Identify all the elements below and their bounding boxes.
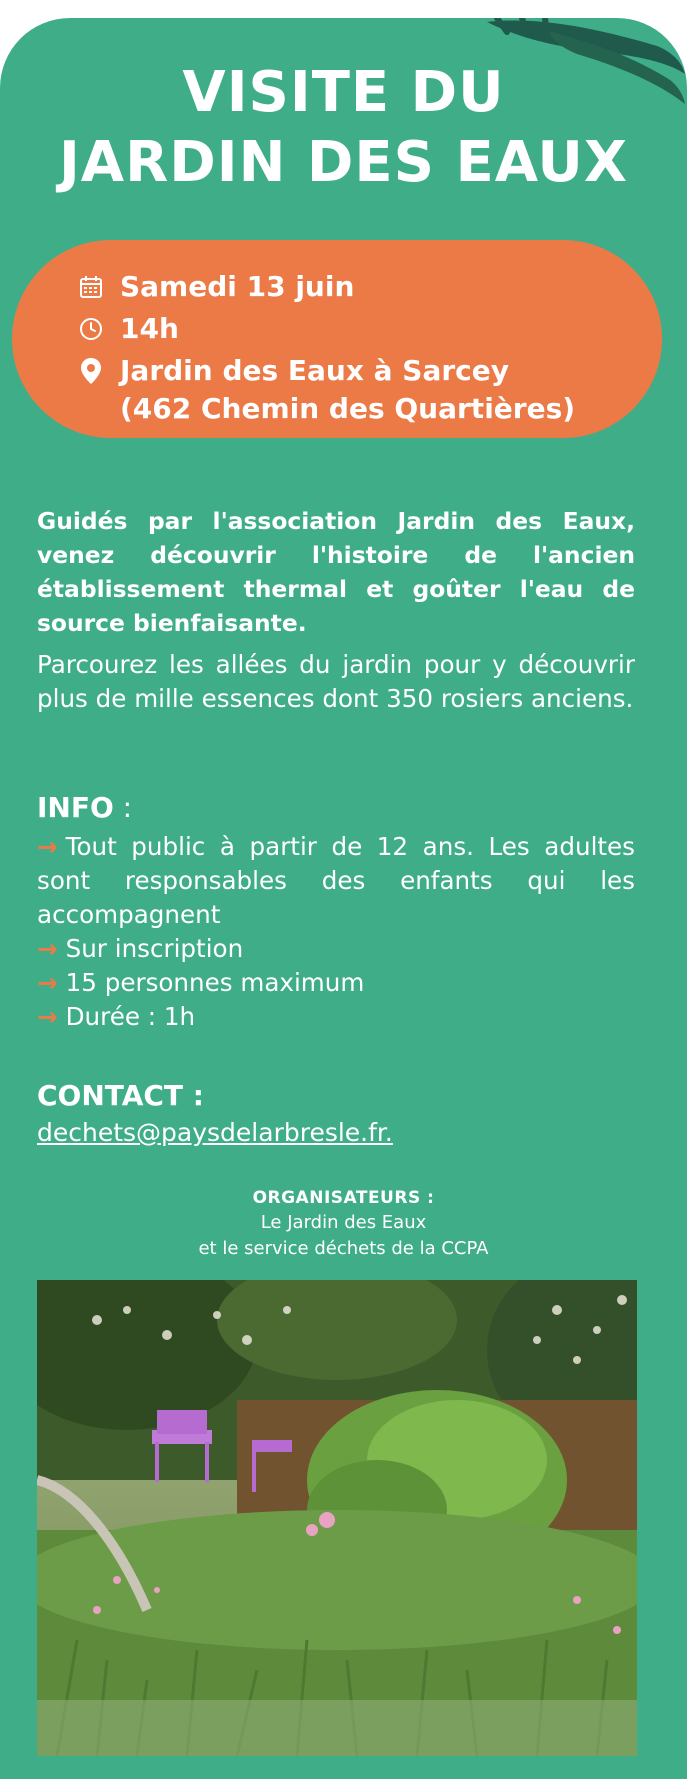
list-item bbox=[37, 966, 635, 1000]
arrow-right-icon: → bbox=[37, 832, 58, 861]
event-time-text: 14h bbox=[120, 312, 179, 345]
list-item bbox=[37, 932, 635, 966]
organisers-block bbox=[0, 1186, 687, 1262]
organisers-line-2: et le service déchets de la CCPA bbox=[198, 1238, 489, 1259]
arrow-right-icon: → bbox=[37, 1002, 58, 1031]
garden-photo bbox=[37, 1280, 637, 1756]
flyer-card bbox=[0, 18, 687, 1779]
info-heading bbox=[37, 790, 132, 826]
organisers-heading: ORGANISATEURS : bbox=[252, 1188, 435, 1208]
calendar-icon bbox=[76, 268, 106, 306]
list-item bbox=[37, 1000, 635, 1034]
location-line-1: Jardin des Eaux à Sarcey bbox=[120, 354, 510, 387]
list-item bbox=[37, 830, 635, 932]
event-date-text: Samedi 13 juin bbox=[120, 270, 355, 303]
list-item-text: 15 personnes maximum bbox=[65, 968, 365, 997]
contact-heading: CONTACT : bbox=[37, 1079, 204, 1112]
info-heading-colon: : bbox=[113, 791, 133, 824]
organisers-line-1: Le Jardin des Eaux bbox=[260, 1212, 427, 1233]
list-item-text: Durée : 1h bbox=[65, 1002, 196, 1031]
event-location bbox=[76, 352, 575, 428]
intro-bold-paragraph: Guidés par l'association Jardin des Eaux, venez découvrir l'histoire de l'ancien établissement thermal et goûter l'eau de source bienfaisante. bbox=[37, 507, 635, 637]
intro-paragraph: Parcourez les allées du jardin pour y découvrir plus de mille essences dont 350 rosiers anciens. bbox=[37, 650, 635, 713]
contact-email-link[interactable]: dechets@paysdelarbresle.fr. bbox=[37, 1118, 393, 1147]
title-line-2: JARDIN DES EAUX bbox=[58, 130, 629, 195]
location-line-2: (462 Chemin des Quartières) bbox=[120, 392, 576, 425]
arrow-right-icon: → bbox=[37, 968, 58, 997]
event-time bbox=[76, 310, 179, 348]
location-pin-icon bbox=[76, 352, 106, 390]
arrow-right-icon: → bbox=[37, 934, 58, 963]
event-date bbox=[76, 268, 354, 306]
clock-icon bbox=[76, 310, 106, 348]
info-list bbox=[37, 830, 635, 1034]
list-item-text: Sur inscription bbox=[65, 934, 244, 963]
event-details-pill bbox=[12, 240, 662, 438]
event-location-text bbox=[120, 352, 575, 428]
list-item-text: Tout public à partir de 12 ans. Les adultes sont responsables des enfants qui les accompagnent bbox=[37, 832, 635, 929]
title-line-1: VISITE DU bbox=[182, 60, 505, 125]
page-title bbox=[0, 58, 687, 198]
info-heading-text: INFO bbox=[37, 791, 114, 824]
